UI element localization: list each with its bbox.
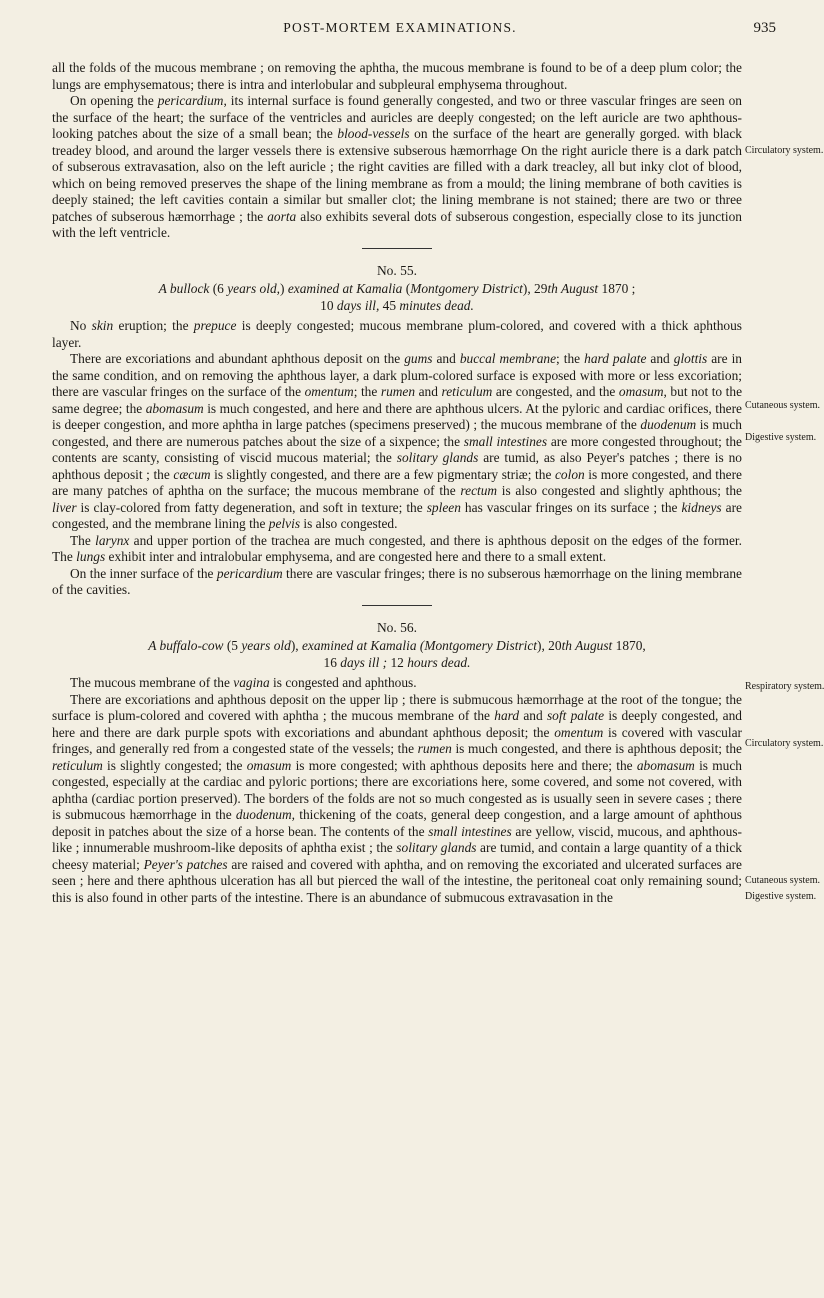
margin-note-digestive: Digestive system. xyxy=(745,432,817,443)
section-divider xyxy=(362,605,432,606)
case-55-digestive-paragraph: There are excoriations and abundant aphthous deposit on the gums and buccal membrane; the hard palate and glottis are in the same condition, and on removing the aphthous layer, a dark plum-colored surface is exposed with more or less excoriation; there are vascular fringes on the surface of the omentum; the rumen and reticulum are congested, and the omasum, but not to the same degree; the abomasum is much congested, and here and there are aphthous ulcers. At the pyloric and cardiac orifices, there is deeper congestion, and more aphtha in large patches (specimens preserved) ; the mucous membrane of the duodenum is much congested, and there are numerous patches about the size of a sixpence; the small intestines are more congested throughout; the contents are scanty, consisting of viscid mucous material; the solitary glands are tumid, as also Peyer's patches ; there is no aphthous deposit ; the cæcum is slightly congested, and there are a few pigmentary striæ; the colon is more congested, and there are many patches of aphtha on the surface; the mucous membrane of the rectum is also congested and slightly aphthous; the liver is clay-colored from fatty degeneration, and soft in texture; the spleen has vascular fringes on its surface ; the kidneys are congested, and the membrane lining the pelvis is also congested. xyxy=(52,351,743,531)
case-56-cutaneous-paragraph: The mucous membrane of the vagina is congested and aphthous. xyxy=(70,675,417,690)
pericardium-paragraph: On opening the pericardium, its internal surface is found generally congested, and two or three vascular fringes are seen on the surface of the heart; the surface of the ventricles and auricles are deeply congested; on the left auricle are two aphthous-looking patches about the size of a small bean; the blood-vessels on the surface of the heart are generally gorged. with black treadey blood, and around the larger vessels there is extensive subserous hæmorrhage On the right auricle there is a dark patch of subserous extravasation, also on the left auricle ; the right cavities are filled with a dark treacley, all but inky clot of blood, which on being removed preserves the shape of the lining membrane as from a mould; the lining membrane of both cavities is deeply stained; the left cavities contain a similar but smaller clot; the lining membrane is not stained; there are two or three patches of subserous hæmorrhage ; the aorta also exhibits several dots of subserous congestion, especially close to its junction with the left ventricle. xyxy=(52,93,742,240)
case-55-circulatory-paragraph: On the inner surface of the pericardium there are vascular fringes; there is no subserous hæmorrhage on the lining membrane of the cavities. xyxy=(52,565,742,597)
margin-note-cutaneous: Cutaneous system. xyxy=(745,400,820,411)
section-divider xyxy=(362,248,432,249)
continued-paragraph: all the folds of the mucous membrane ; on removing the aphtha, the mucous membrane is found to be of a deep plum color; the lungs are emphysematous; there is intra and interlobular and subpleural emphysema throughout. xyxy=(52,60,742,92)
margin-note-circulatory: Circulatory system. xyxy=(745,738,824,749)
case-56-title: A buffalo-cow (5 years old), examined at Kamalia (Montgomery District), 20th August 1870, 16 days ill ; 12 hours dead. xyxy=(148,638,646,670)
case-55-heading: No. 55. xyxy=(376,262,418,278)
case-56-digestive-paragraph: There are excoriations and aphthous deposit on the upper lip ; there is submucous hæmorrhage at the root of the tongue; the surface is plum-colored and covered with aphtha ; the mucous membrane of the hard and soft palate is deeply congested, and here and there are dark purple spots with excoriations and abundant aphthous deposit; the omentum is covered with vascular fringes, and generally red from a congested state of the vessels; the rumen is much congested, and there is aphthous deposit; the reticulum is slightly congested; the omasum is more congested; with aphthous deposits here and there; the abomasum is much congested, especially at the cardiac and pyloric portions; there are excoriations here, some covered, and some not covered, with aphtha (cardiac portion preserved). The borders of the folds are not so much congested as is usually seen in severe cases ; there is submucous hæmorrhage in the duodenum, thickening of the coats, general deep congestion, and a large amount of aphthous deposit in patches about the size of a horse bean. The contents of the small intestines are yellow, viscid, mucous, and aphthous-like ; innumerable mushroom-like deposits of aphtha exist ; the solitary glands are tumid, and contain a large quantity of a thick cheesy material; Peyer's patches are raised and covered with aphtha, and on removing the excoriated and ulcerated surfaces are seen ; here and there aphthous ulceration has all but pierced the wall of the intestine, the peritoneal coat only remaining sound; this is also found in other parts of the intestine. There is an abundance of submucous extravasation in the xyxy=(52,691,743,905)
margin-note-cutaneous: Cutaneous system. xyxy=(745,875,820,886)
case-55-title: A bullock (6 years old,) examined at Kamalia (Montgomery District), 29th August 1870 ; 10 days ill, 45 minutes dead. xyxy=(158,281,636,313)
page-body xyxy=(52,60,742,906)
margin-note-circulatory: Circulatory system. xyxy=(745,145,824,156)
case-55-skin-paragraph: No skin eruption; the prepuce is deeply congested; mucous membrane plum-colored, and covered with a thick aphthous layer. xyxy=(52,318,742,350)
margin-note-respiratory: Respiratory system. xyxy=(745,681,824,692)
margin-note-digestive: Digestive system. xyxy=(745,891,817,902)
page-number: 935 xyxy=(753,20,776,36)
page-header xyxy=(0,20,800,44)
case-55-respiratory-paragraph: The larynx and upper portion of the trachea are much congested, and there is aphthous deposit on the edges of the former. The lungs exhibit inter and intralobular emphysema, and are congested here and there to a small extent. xyxy=(52,532,742,564)
case-56-heading: No. 56. xyxy=(376,619,418,635)
running-head: POST-MORTEM EXAMINATIONS. xyxy=(283,20,517,35)
